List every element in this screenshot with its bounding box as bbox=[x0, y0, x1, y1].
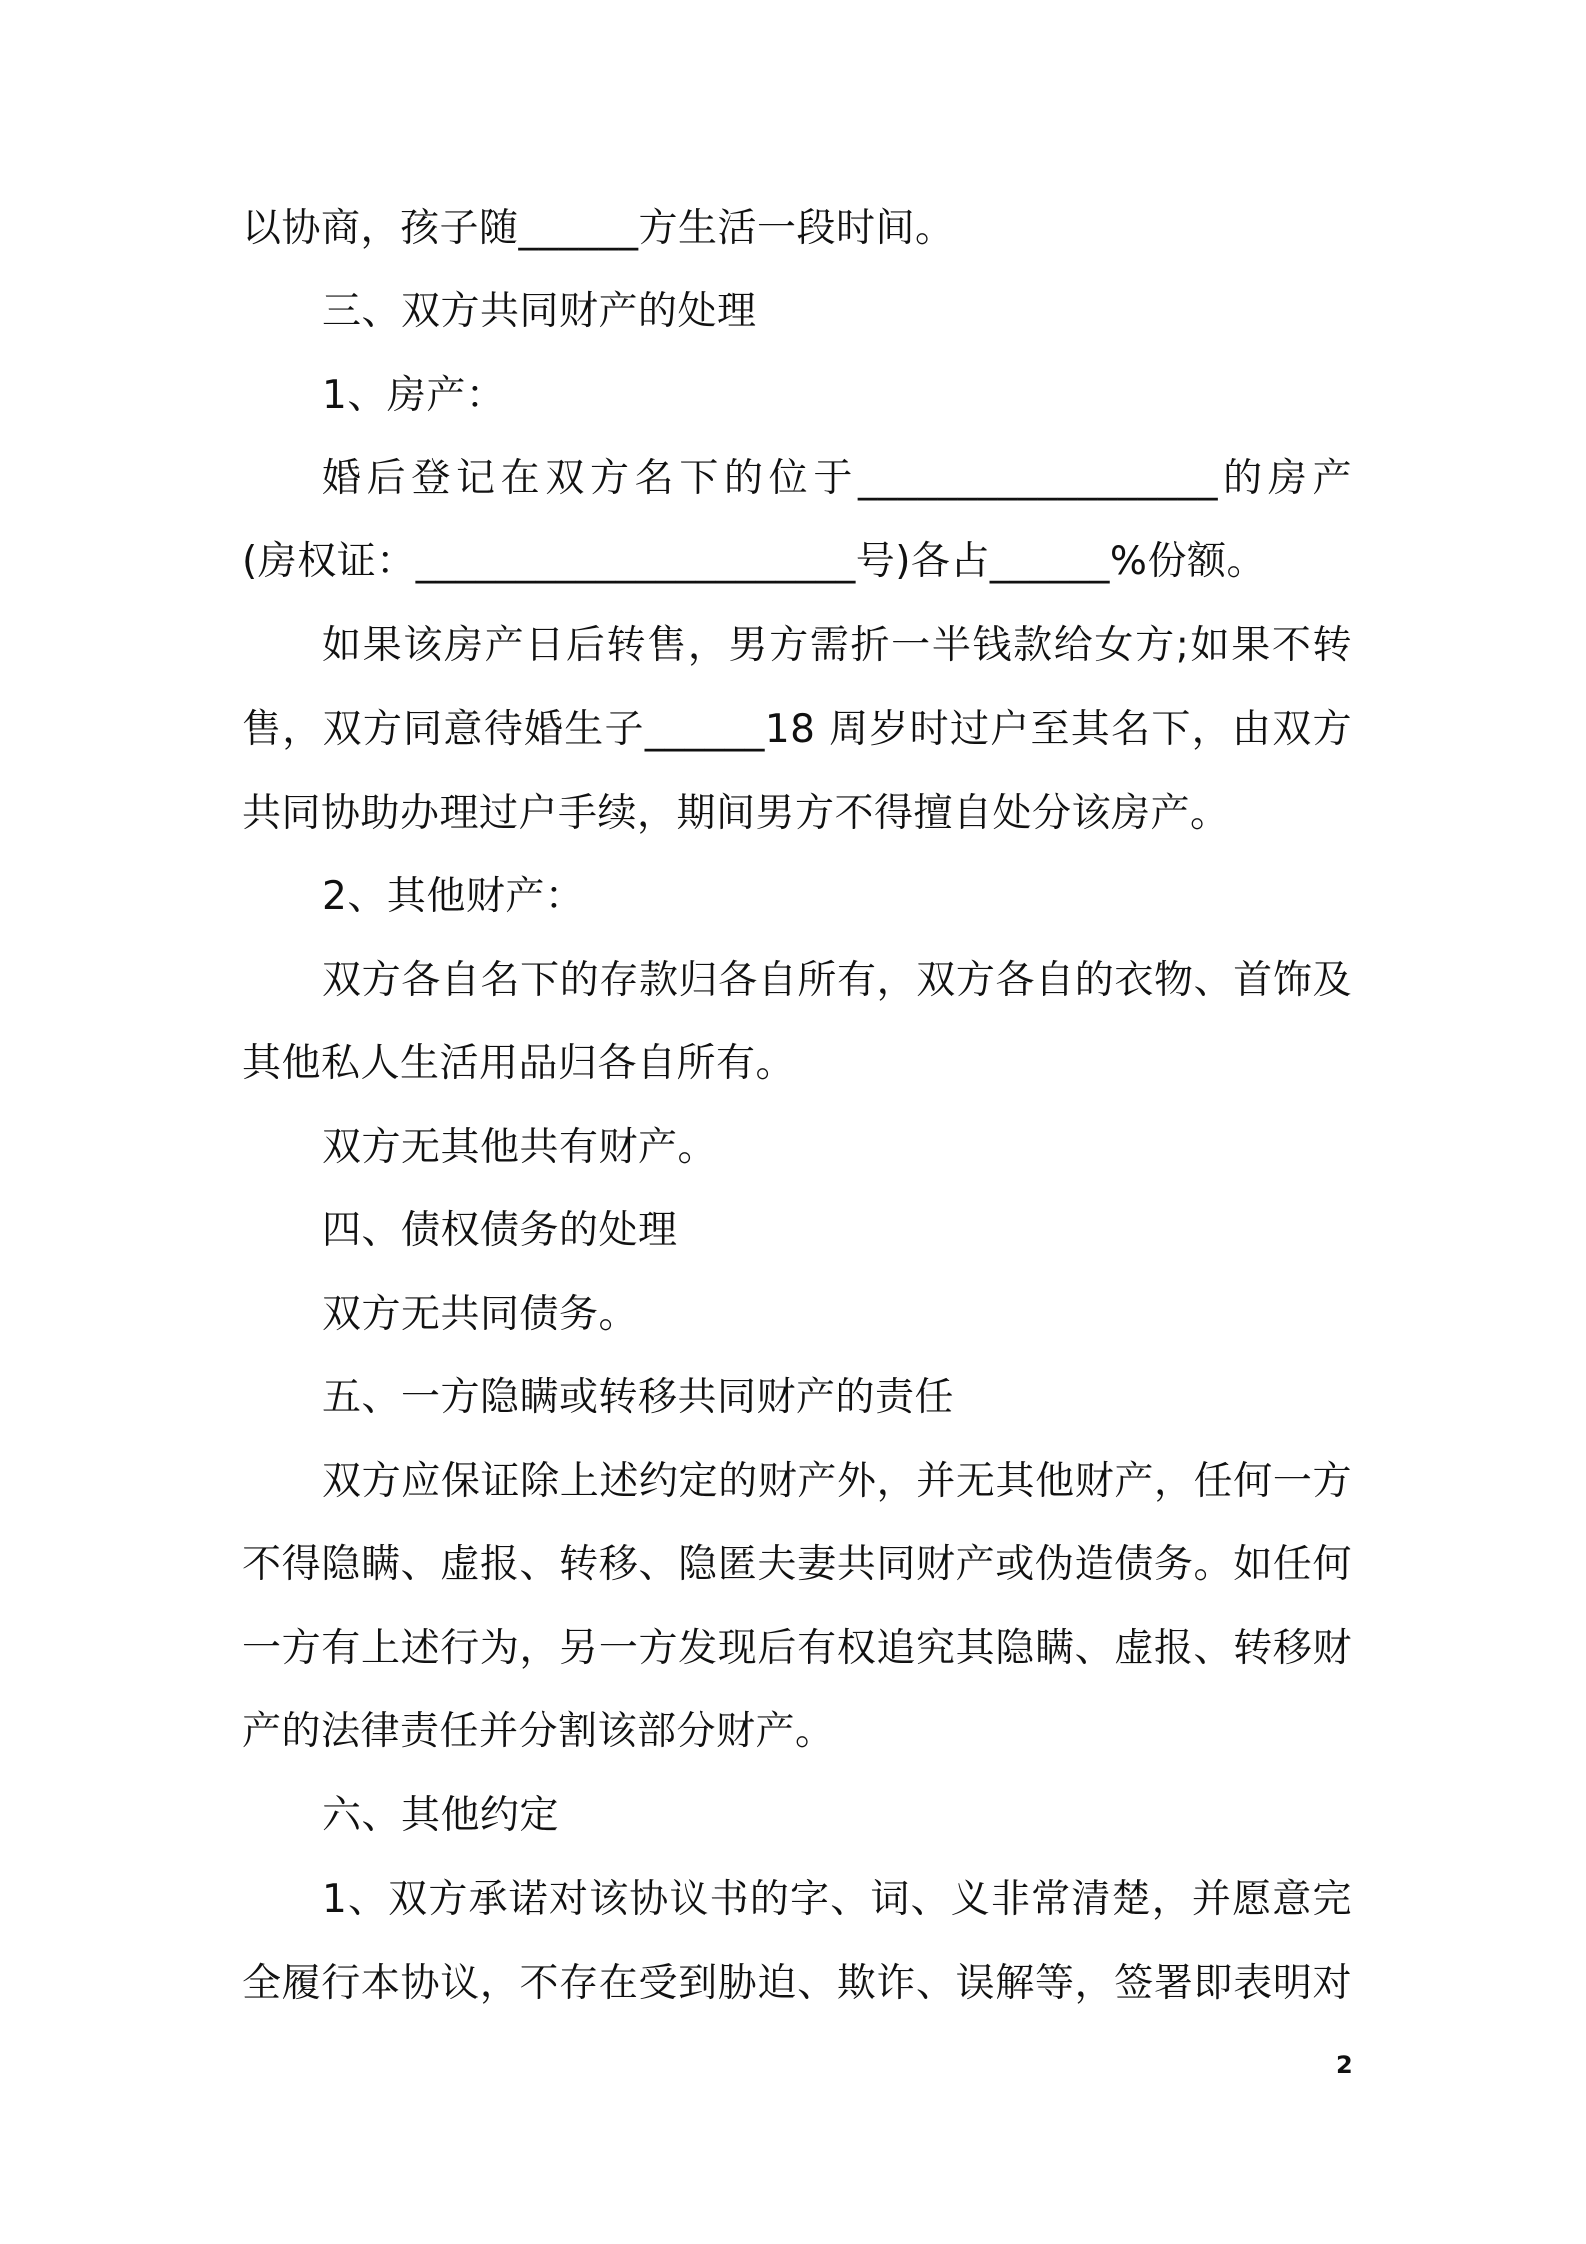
text-line: 双方无其他共有财产。 bbox=[322, 1125, 718, 1170]
text-line: 全履行本协议，不存在受到胁迫、欺诈、误解等，签署即表明对 bbox=[242, 1961, 1352, 2006]
text-line: 以协商，孩子随______方生活一段时间。 bbox=[242, 206, 955, 251]
text-line: 产的法律责任并分割该部分财产。 bbox=[242, 1709, 835, 1754]
section-heading: 六、其他约定 bbox=[322, 1793, 560, 1838]
subsection-heading: 1、房产： bbox=[322, 373, 506, 418]
text-line: 售，双方同意待婚生子______18 周岁时过户至其名下，由双方 bbox=[242, 707, 1352, 752]
subsection-heading: 2、其他财产： bbox=[322, 874, 585, 919]
section-heading: 三、双方共同财产的处理 bbox=[322, 289, 757, 334]
text-line: 其他私人生活用品归各自所有。 bbox=[242, 1041, 796, 1086]
text-line: 双方应保证除上述约定的财产外，并无其他财产，任何一方 bbox=[322, 1459, 1352, 1504]
text-line: 不得隐瞒、虚报、转移、隐匿夫妻共同财产或伪造债务。如任何 bbox=[242, 1542, 1352, 1587]
text-line: 如果该房产日后转售，男方需折一半钱款给女方;如果不转 bbox=[322, 623, 1352, 668]
text-line: 1、双方承诺对该协议书的字、词、义非常清楚，并愿意完 bbox=[322, 1877, 1352, 1922]
text-line: 双方无共同债务。 bbox=[322, 1292, 639, 1337]
page-number: 2 bbox=[1336, 2051, 1353, 2079]
text-line: 双方各自名下的存款归各自所有，双方各自的衣物、首饰及 bbox=[322, 958, 1352, 1003]
text-line: (房权证：______________________号)各占______%份额。 bbox=[242, 539, 1266, 584]
section-heading: 五、一方隐瞒或转移共同财产的责任 bbox=[322, 1375, 955, 1420]
section-heading: 四、债权债务的处理 bbox=[322, 1208, 678, 1253]
text-line: 共同协助办理过户手续，期间男方不得擅自处分该房产。 bbox=[242, 791, 1230, 836]
text-line: 婚后登记在双方名下的位于__________________的房产 bbox=[322, 456, 1352, 501]
text-line: 一方有上述行为，另一方发现后有权追究其隐瞒、虚报、转移财 bbox=[242, 1626, 1352, 1671]
